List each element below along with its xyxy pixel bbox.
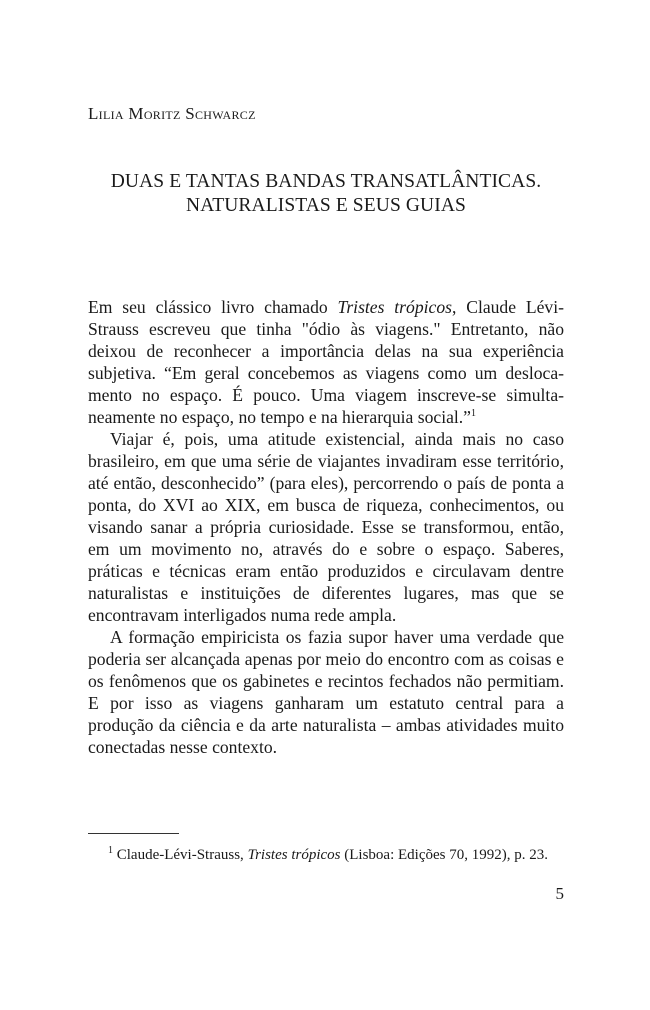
footnote-1 [108, 845, 568, 865]
paragraph-3: A formação empiricista os fazia supor haver uma verdade que poderia ser alcançada apenas por meio do encontro com as coisas e os fenômenos que os gabinetes e recintos fechados não permitiam. E por isso as viagens ganharam um estatuto central para a produção da ciência e da arte naturalista – ambas atividades muito conectadas nesse contexto. [88, 627, 564, 757]
footnote-book-title: Tristes trópicos [247, 847, 341, 863]
paragraph-1 [88, 296, 564, 428]
footnote-number: 1 [108, 845, 113, 856]
running-head-author: Lilia Moritz Schwarcz [88, 104, 256, 123]
chapter-title [88, 170, 564, 218]
footnote-reference[interactable]: 1 [471, 408, 476, 420]
chapter-title-line-2: NATURALISTAS E SEUS GUIAS [186, 195, 466, 216]
footnote-separator [88, 833, 179, 834]
paragraph-2: Viajar é, pois, uma atitude existencial, ainda mais no caso brasileiro, em que uma série de viajantes invadiram esse território, até então, desconhecido” (para eles), percorrendo o país de ponta a ponta, do XVI ao XIX, em busca de riqueza, conhecimentos, ou visando sanar a própria curiosidade. Esse se transformou, então, em um movimento no, através do e sobre o espaço. Saberes, práticas e técnicas eram então produzidos e circulavam dentre naturalistas e instituições de diferentes lugares, mas que se encontravam interligados numa rede ampla. [88, 429, 564, 625]
paragraph-1-text-a: Em seu clássico livro chamado [88, 297, 338, 317]
chapter-title-line-1: DUAS E TANTAS BANDAS TRANSATLÂNTICAS. [110, 171, 542, 192]
body-text [88, 296, 564, 758]
book-title-italic: Tristes trópicos [337, 297, 452, 317]
footnote-text-a: Claude-Lévi-Strauss, [116, 847, 248, 863]
page-number: 5 [555, 884, 564, 903]
footnote-text-b: (Lisboa: Edições 70, 1992), p. 23. [340, 847, 548, 863]
paragraph-1-text-b: , Claude Lévi-Strauss escreveu que tinha "ódio às viagens." Entretanto, não deixou de reconhecer a importância delas na sua experiência subjetiva. “Em geral concebemos as viagens como um deslocamento no espaço. É pouco. Uma viagem inscreve-se simultaneamente no espaço, no tempo e na hierarquia social.” [88, 297, 564, 427]
